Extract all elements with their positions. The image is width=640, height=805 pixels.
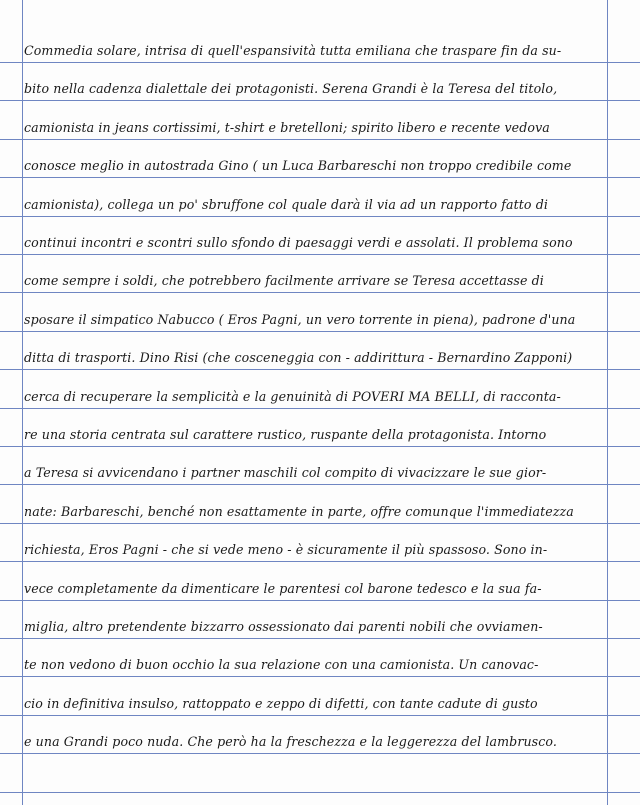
text-line: miglia, altro pretendente bizzarro ossessionato dai parenti nobili che ovviamen-	[24, 619, 543, 634]
text-line: te non vedono di buon occhio la sua relazione con una camionista. Un canovac-	[24, 657, 539, 673]
text-line: re una storia centrata sul carattere rustico, ruspante della protagonista. Intorno	[24, 427, 547, 442]
text-line: e una Grandi poco nuda. Che però ha la freschezza e la leggerezza del lambrusco.	[24, 734, 557, 750]
ruled-line	[0, 638, 640, 639]
text-line: continui incontri e scontri sullo sfondo di paesaggi verdi e assolati. Il problema sono	[24, 235, 573, 250]
ruled-line	[0, 484, 640, 485]
ruled-line	[0, 792, 640, 793]
ruled-line	[0, 62, 640, 63]
text-line: vece completamente da dimenticare le parentesi col barone tedesco e la sua fa-	[24, 580, 542, 596]
text-line: sposare il simpatico Nabucco ( Eros Pagni, un vero torrente in piena), padrone d'una	[24, 311, 576, 327]
ruled-line	[0, 292, 640, 293]
ruled-line	[0, 715, 640, 716]
ruled-line	[0, 523, 640, 524]
ruled-line	[0, 561, 640, 562]
text-line: cerca di recuperare la semplicità e la genuinità di POVERI MA BELLI, di racconta-	[24, 388, 561, 404]
text-line: bito nella cadenza dialettale dei protagonisti. Serena Grandi è la Teresa del titolo,	[24, 81, 558, 97]
right-margin-line	[607, 0, 608, 805]
left-margin-line	[22, 0, 23, 805]
ruled-line	[0, 331, 640, 332]
text-line: ditta di trasporti. Dino Risi (che cosceneggia con - addirittura - Bernardino Zapponi)	[24, 350, 573, 366]
ruled-line	[0, 254, 640, 255]
text-line: camionista in jeans cortissimi, t-shirt e bretelloni; spirito libero e recente vedova	[24, 119, 550, 135]
text-line: a Teresa si avvicendano i partner maschili col compito di vivacizzare le sue gior-	[24, 465, 547, 481]
ruled-line	[0, 676, 640, 677]
ruled-line	[0, 216, 640, 217]
text-line: Commedia solare, intrisa di quell'espansività tutta emiliana che traspare fin da su-	[24, 43, 562, 58]
ruled-line	[0, 139, 640, 140]
ruled-line	[0, 600, 640, 601]
text-line: cio in definitiva insulso, rattoppato e zeppo di difetti, con tante cadute di gusto	[24, 695, 538, 711]
ruled-line	[0, 753, 640, 754]
text-line: richiesta, Eros Pagni - che si vede meno - è sicuramente il più spassoso. Sono in-	[24, 542, 548, 558]
text-line: come sempre i soldi, che potrebbero facilmente arrivare se Teresa accettasse di	[24, 273, 544, 289]
ruled-line	[0, 408, 640, 409]
ruled-line	[0, 100, 640, 101]
text-line: nate: Barbareschi, benché non esattamente in parte, offre comunque l'immediatezza	[24, 503, 574, 519]
text-line: conosce meglio in autostrada Gino ( un Luca Barbareschi non troppo credibile come	[24, 158, 572, 174]
ruled-line	[0, 446, 640, 447]
ruled-line	[0, 177, 640, 178]
text-line: camionista), collega un po' sbruffone col quale darà il via ad un rapporto fatto di	[24, 196, 548, 212]
ruled-line	[0, 369, 640, 370]
